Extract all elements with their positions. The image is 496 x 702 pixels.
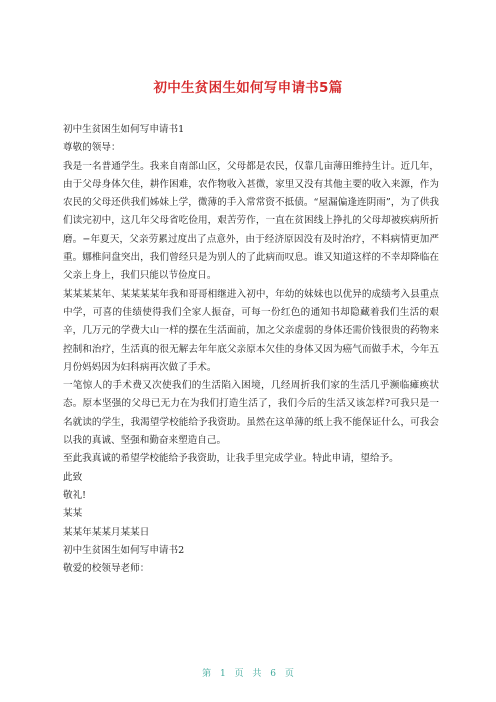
closing-line: 敬礼!: [63, 489, 87, 501]
section-heading: 初中生贫困生如何写申请书1: [63, 124, 185, 135]
signature-date: 某某年某某月某某日: [63, 526, 150, 538]
paragraph: 我是一名普通学生。我来自南部山区，父母都是农民，仅靠几亩薄田维持生计。近几年，由于父母身体欠佳，耕作困难，农作物收入甚微，家里又没有其他主要的收入来源，作为农民的父母还供我们姊妹上学，微薄的手入常常资不抵债。“屋漏偏逢连阴雨”，为了供我们读完初中，这几年父母省吃俭用，艰苦劳作，一直在贫困线上挣扎的父母却被疾病所折磨。−年夏天，父亲劳累过度出了点意外，由于经济原因没有及时治疗，不料病情更加严重。娜椎问盘突出，我们曾经只是为别人的了此病而叹息。谁又知道这样的不幸却降临在父亲上身上，我们只能以节俭度日。: [63, 160, 439, 282]
document-body: [63, 121, 439, 578]
signature-name: 某某: [63, 508, 83, 520]
section-heading: 初中生贫困生如何写申请书2: [63, 544, 185, 556]
salutation: 尊敬的领导：: [63, 142, 121, 154]
paragraph: 至此我真诚的希望学校能给予我资助，让我手里完成学业。特此申请，望给予。: [63, 453, 399, 465]
document-title: 初中生贫困生如何写申请书5篇: [153, 80, 343, 96]
page-footer: 第 1 页 共 6 页: [202, 669, 294, 679]
salutation: 敬爱的校领导老师：: [63, 563, 150, 575]
paragraph: 一笔惊人的手术费又次使我们的生活陷入困境，几经周折我们家的生活几乎濒临瘫痪状态。原本坚强的父母已无力在为我们打造生活了，我们今后的生活又该怎样?可我只是一名就读的学生，我渴望学校能给予我资助。虽然在这单薄的纸上我不能保证什么，可我会以我的真诚、坚强和勤奋来塑造自己。: [63, 380, 439, 447]
paragraph: 某某某某年、某某某某年我和哥哥相继进入初中，年幼的妹妹也以优异的成绩考入县重点中学，可喜的佳绩使得我们全家人振奋，可每一份红色的通知书却隐藏着我们生活的艰辛，几万元的学费大山一样的摆在生活面前，加之父亲虚弱的身体还需价钱很贵的药物来控制和治疗，生活真的很无解去年年底父亲原本欠佳的身体又因为癌气而做手术，今年五月份妈妈因为妇科病再次做了手术。: [63, 288, 439, 373]
closing-line: 此致: [63, 471, 83, 483]
